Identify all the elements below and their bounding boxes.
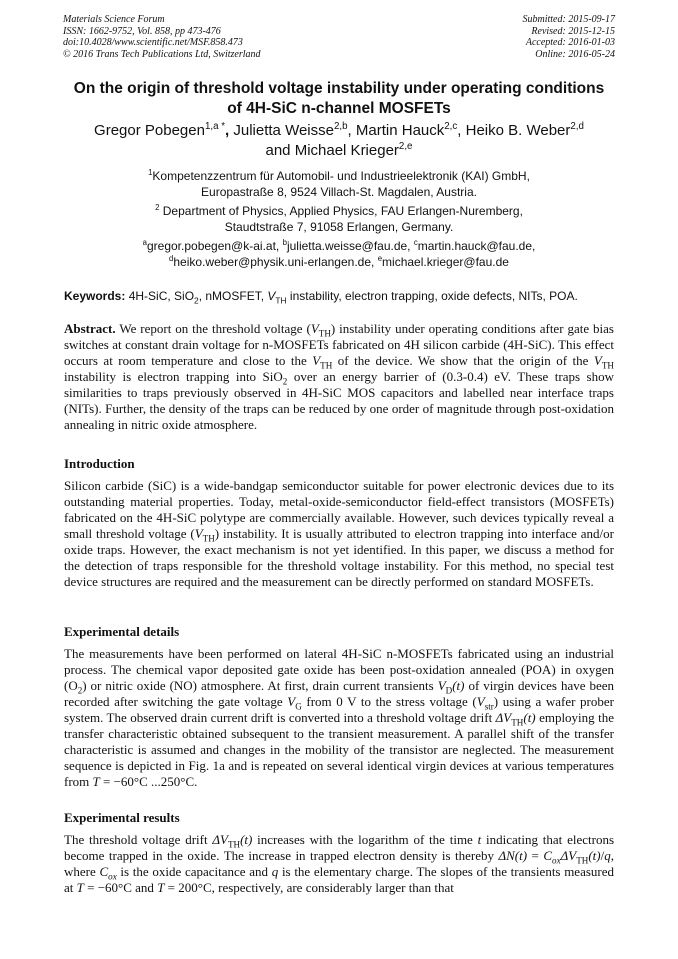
author-affiliation-mark: 2,d xyxy=(570,121,584,132)
section-heading-experimental-results: Experimental results xyxy=(64,810,180,825)
introduction-paragraph xyxy=(64,478,614,590)
subscript: TH xyxy=(202,533,215,544)
subscript: TH xyxy=(576,855,589,866)
affiliation-line: Europastraße 8, 9524 Villach-St. Magdalen, Austria. xyxy=(201,185,477,199)
symbol: q xyxy=(271,864,279,879)
symbol: V xyxy=(437,678,446,693)
date-revised: Revised: 2015-12-15 xyxy=(531,25,615,37)
text-run: = xyxy=(527,848,544,863)
date-accepted: Accepted: 2016-01-03 xyxy=(525,37,615,48)
author-name: Gregor Pobegen xyxy=(94,122,205,139)
symbol: C xyxy=(99,864,109,879)
text-run: ) instability. It is usually attributed to electron trapping into interface and/or oxide traps. However, the exact mechanism is not yet identified. In this paper, we discuss a method for the detection of traps responsible for the threshold voltage instability. For this method, no special test device structures are required and the measurement can be directly performed on standard MOSFETs. xyxy=(64,526,614,589)
symbol: (t) xyxy=(514,848,528,863)
author-name: Julietta Weisse xyxy=(233,122,334,139)
keywords xyxy=(64,288,624,304)
journal-info xyxy=(63,14,261,60)
affiliation-line: Department of Physics, Applied Physics, FAU Erlangen-Nuremberg, xyxy=(159,204,523,218)
author-name: Heiko B. Weber xyxy=(465,122,571,139)
author-name: Martin Hauck xyxy=(355,122,445,139)
abstract xyxy=(64,321,614,433)
symbol: t xyxy=(477,832,482,847)
text-run: employing the transfer characteristic obtained subsequent to the transient measurement. A parallel shift of the transfer characteristic is assumed and changes in the mobility of the transistor are neglected. The measurement sequence is depicted in Fig. 1a and is repeated on several identical virgin devices at various temperatures from xyxy=(64,710,614,789)
author-name: Michael Krieger xyxy=(294,142,399,159)
symbol: q xyxy=(604,848,611,863)
author-affiliation-mark: 2,c xyxy=(444,121,458,132)
email-mark: b xyxy=(282,238,287,247)
author-affiliation-mark: 2,b xyxy=(333,121,348,132)
journal-name: Materials Science Forum xyxy=(63,14,165,25)
symbol: V xyxy=(476,694,485,709)
symbol: T xyxy=(157,880,165,895)
experimental-details-paragraph xyxy=(64,646,614,790)
subscript: TH xyxy=(601,360,614,371)
keywords-text: 4H-SiC, SiO xyxy=(125,289,195,303)
symbol: V xyxy=(267,289,276,303)
subscript: TH xyxy=(511,717,524,728)
author-affiliation-mark: 1,a * xyxy=(204,121,226,132)
text-run: ) or nitric oxide (NO) atmosphere. At first, drain current transients xyxy=(82,678,438,693)
affiliation-mark: 2 xyxy=(155,203,160,212)
author-affiliation-mark: 2,e xyxy=(398,141,413,152)
symbol: (t) xyxy=(523,710,536,725)
symbol: ΔV xyxy=(495,710,512,725)
subscript: D xyxy=(445,685,453,696)
symbol: V xyxy=(310,321,319,336)
text-run: Silicon carbide (SiC) is a wide-bandgap semiconductor suitable for power electronic devices due to its outstanding material properties. Today, metal-oxide-semiconductor field-effect transistors (MOSFETs) fabricated on the 4H-SiC polytype are commercially available. However, such devices typically reveal a small threshold voltage ( xyxy=(64,478,614,541)
text-run: of virgin devices have been recorded after switching the gate voltage xyxy=(64,678,614,709)
subscript: TH xyxy=(275,295,287,306)
text-run: = −60°C ...250°C. xyxy=(99,774,198,789)
symbol: (t) xyxy=(240,832,253,847)
symbol: (t) xyxy=(588,848,601,863)
text-run: / xyxy=(600,848,605,863)
text-run: ) instability under operating conditions after gate bias switches at constant drain voltage for n-MOSFETs fabricated on 4H silicon carbide (4H-SiC). This effect occurs at room temperature and close to the xyxy=(64,321,614,368)
symbol: T xyxy=(76,880,84,895)
text-run: The measurements have been performed on lateral 4H-SiC n-MOSFETs fabricated using an industrial process. The chemical vapor deposited gate oxide has been post-oxidation annealed (POA) in oxygen (O xyxy=(64,646,614,693)
symbol: T xyxy=(92,774,100,789)
author-list: Gregor Pobegen$^{1,a *}$, Julietta Weisse$^{2,b}$, Martin Hauck$^{2,c}$, Heiko B. Weber$^{2,d}$ and Michael Krieger$^{2,e}$ xyxy=(94,121,584,159)
email-link[interactable]: julietta.weisse@fau.de, xyxy=(286,239,414,253)
email-link[interactable]: martin.hauck@fau.de, xyxy=(417,239,536,253)
submission-dates xyxy=(523,14,616,60)
text-run: instability is electron trapping into SiO xyxy=(64,369,283,384)
journal-copyright: © 2016 Trans Tech Publications Ltd, Switzerland xyxy=(63,48,261,60)
subscript: G xyxy=(295,701,302,712)
affiliation-mark: 1 xyxy=(148,168,153,177)
subscript: ox xyxy=(552,855,561,866)
section-heading-introduction: Introduction xyxy=(64,456,135,471)
date-submitted: Submitted: 2015-09-17 xyxy=(522,14,615,25)
subscript: 2 xyxy=(77,685,83,696)
affiliation-2 xyxy=(40,203,638,235)
keywords-text: instability, electron trapping, oxide defects, NITs, POA. xyxy=(286,289,578,303)
paper-title xyxy=(40,79,638,119)
section-heading-experimental-details: Experimental details xyxy=(64,624,180,639)
subscript: ox xyxy=(108,871,117,882)
text-run: of the device. We show that the origin of the xyxy=(332,353,594,368)
text-run: , where xyxy=(64,848,614,879)
symbol: (t) xyxy=(452,678,465,693)
abstract-label: Abstract. xyxy=(64,321,116,336)
symbol: V xyxy=(593,353,602,368)
text-run: indicating that electrons become trapped in the oxide. The increase in trapped electron density is thereby xyxy=(64,832,614,863)
text-run: ) using a wafer prober system. The observed drain current drift is converted into a threshold voltage drift xyxy=(64,694,614,725)
title-line-1: On the origin of threshold voltage instability under operating conditions xyxy=(73,80,605,97)
text-run: is the oxide capacitance and xyxy=(116,864,272,879)
text-run: We report on the threshold voltage ( xyxy=(115,321,311,336)
symbol: ΔV xyxy=(560,848,577,863)
email-mark: e xyxy=(377,254,383,263)
subscript: 2 xyxy=(194,295,199,306)
email-mark: c xyxy=(413,238,418,247)
journal-doi: doi:10.4028/www.scientific.net/MSF.858.473 xyxy=(63,37,243,48)
subscript: str xyxy=(484,701,494,712)
text-run: increases with the logarithm of the time xyxy=(252,832,478,847)
text-run: over an energy barrier of (0.3-0.4) eV. These traps show similarities to traps previously observed in 4H-SiC MOS capacitors and labelled near interface traps (NITs). Further, the density of the traps can be reduced by one order of magnitude through post-oxidation annealing in nitric oxide atmosphere. xyxy=(64,369,615,432)
subscript: TH xyxy=(320,360,333,371)
affiliation-1 xyxy=(40,168,638,200)
keywords-label: Keywords: xyxy=(64,289,126,303)
email-link[interactable]: michael.krieger@fau.de xyxy=(382,255,509,269)
email-link[interactable]: heiko.weber@physik.uni-erlangen.de, xyxy=(173,255,378,269)
email-mark: d xyxy=(169,254,174,263)
symbol: V xyxy=(194,526,203,541)
keywords-text: , nMOSFET, xyxy=(198,289,268,303)
author-emails xyxy=(40,238,638,270)
subscript: TH xyxy=(318,328,331,339)
date-online: Online: 2016-05-24 xyxy=(535,48,615,60)
symbol: V xyxy=(312,353,321,368)
symbol: ΔN xyxy=(498,848,515,863)
affiliation-line: Kompetenzzentrum für Automobil- und Industrieelektronik (KAI) GmbH, xyxy=(152,169,530,183)
title-line-2: of 4H-SiC n-channel MOSFETs xyxy=(227,100,451,117)
symbol: C xyxy=(543,848,553,863)
affiliation-line: Staudtstraße 7, 91058 Erlangen, Germany. xyxy=(224,220,454,234)
journal-issn: ISSN: 1662-9752, Vol. 858, pp 473-476 xyxy=(63,25,221,37)
text-run: is the elementary charge. The slopes of the transients measured at xyxy=(64,864,614,895)
subscript: TH xyxy=(227,839,241,850)
text-run: The threshold voltage drift xyxy=(64,832,213,847)
text-run: = 200°C, respectively, are considerably larger than that xyxy=(164,880,454,895)
email-link[interactable]: gregor.pobegen@k-ai.at, xyxy=(146,239,283,253)
text-run: from 0 V to the stress voltage ( xyxy=(301,694,477,709)
experimental-results-paragraph xyxy=(64,832,614,896)
symbol: V xyxy=(287,694,296,709)
text-run: = −60°C and xyxy=(83,880,158,895)
symbol: ΔV xyxy=(212,832,228,847)
email-mark: a xyxy=(142,238,147,247)
subscript: 2 xyxy=(282,376,288,387)
